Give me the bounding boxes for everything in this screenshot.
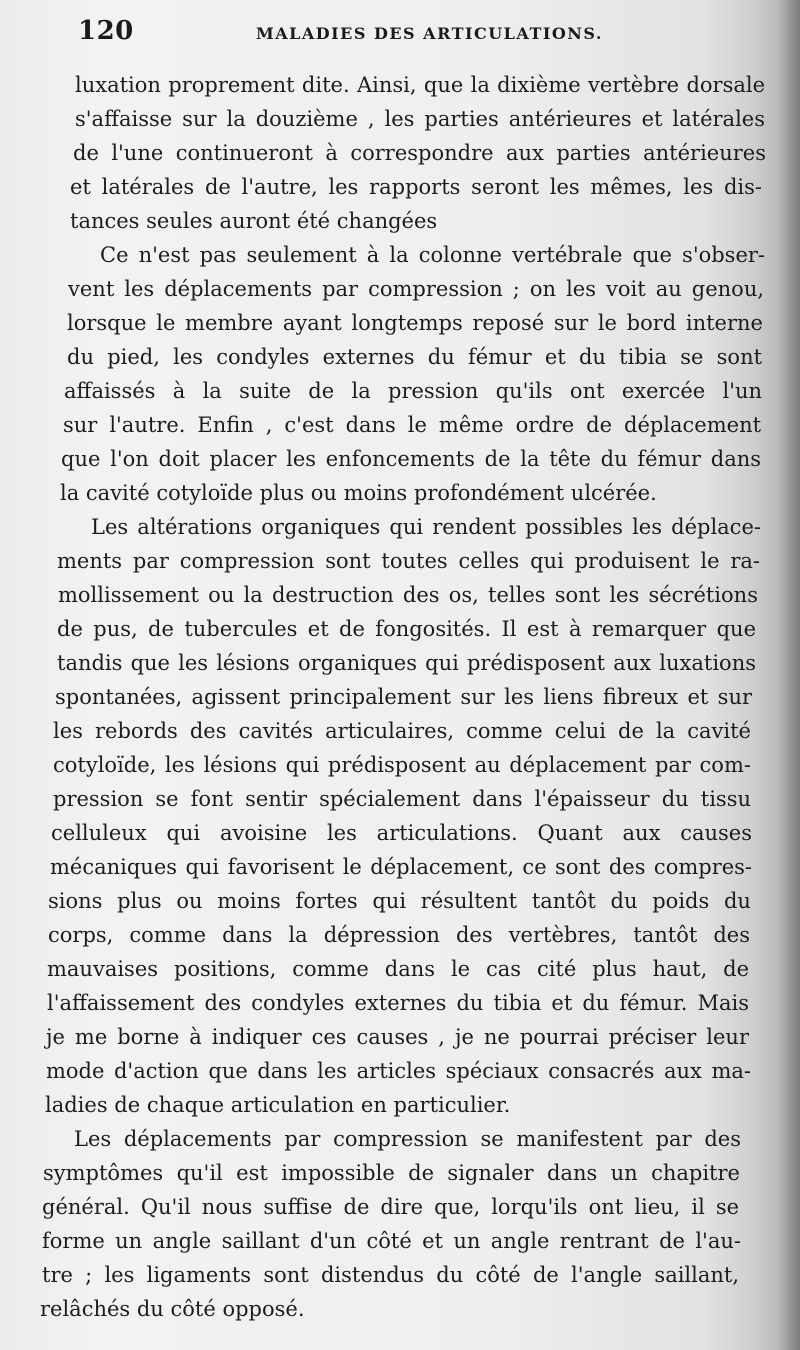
page-number: 120 bbox=[78, 16, 134, 46]
text-line: de l'une continueront à correspondre aux parties antérieures bbox=[73, 141, 766, 165]
text-line: tre ; les ligaments sont distendus du côté de l'angle saillant, bbox=[42, 1263, 740, 1287]
text-line: mode d'action que dans les articles spéciaux consacrés aux ma- bbox=[46, 1059, 751, 1083]
text-line: Les déplacements par compression se manifestent par des bbox=[74, 1127, 741, 1151]
text-line: lorsque le membre ayant longtemps reposé sur le bord interne bbox=[67, 311, 763, 335]
text-line: sions plus ou moins fortes qui résultent tantôt du poids du bbox=[48, 889, 751, 913]
text-line: l'affaissement des condyles externes du tibia et du fémur. Mais bbox=[47, 991, 750, 1015]
text-line: ments par compression sont toutes celles qui produisent le ra- bbox=[57, 549, 761, 573]
text-line: s'affaisse sur la douzième , les parties antérieures et latérales bbox=[75, 107, 765, 131]
text-line: relâchés du côté opposé. bbox=[40, 1297, 305, 1321]
text-line: celluleux qui avoisine les articulations. Quant aux causes bbox=[51, 821, 753, 845]
text-line: la cavité cotyloïde plus ou moins profondément ulcérée. bbox=[60, 481, 657, 505]
text-line: corps, comme dans la dépression des vertèbres, tantôt des bbox=[48, 923, 751, 947]
text-line: spontanées, agissent principalement sur les liens fibreux et sur bbox=[55, 685, 753, 709]
text-line: du pied, les condyles externes du fémur et du tibia se sont bbox=[67, 345, 763, 369]
text-line: et latérales de l'autre, les rapports seront les mêmes, les dis- bbox=[70, 175, 763, 199]
text-line: les rebords des cavités articulaires, comme celui de la cavité bbox=[53, 719, 751, 743]
text-line: mécaniques qui favorisent le déplacement, ce sont des compres- bbox=[50, 855, 753, 879]
text-line: vent les déplacements par compression ; on les voit au genou, bbox=[68, 277, 765, 301]
text-line: sur l'autre. Enfin , c'est dans le même ordre de déplacement bbox=[63, 413, 762, 437]
text-line: mollissement ou la destruction des os, telles sont les sécrétions bbox=[58, 583, 758, 607]
text-line: tandis que les lésions organiques qui prédisposent aux luxations bbox=[57, 651, 756, 675]
text-line: ladies de chaque articulation en particulier. bbox=[45, 1093, 511, 1117]
text-line: symptômes qu'il est impossible de signaler dans un chapitre bbox=[43, 1161, 740, 1185]
text-line: Les altérations organiques qui rendent possibles les déplace- bbox=[91, 515, 761, 539]
text-line: de pus, de tubercules et de fongosités. Il est à remarquer que bbox=[57, 617, 756, 641]
text-line: forme un angle saillant d'un côté et un angle rentrant de l'au- bbox=[42, 1229, 741, 1253]
text-line: pression se font sentir spécialement dans l'épaisseur du tissu bbox=[53, 787, 751, 811]
text-line: affaissés à la suite de la pression qu'ils ont exercée l'un bbox=[64, 379, 763, 403]
text-line: cotyloïde, les lésions qui prédisposent au déplacement par com- bbox=[53, 753, 751, 777]
running-head: MALADIES DES ARTICULATIONS. bbox=[256, 24, 603, 43]
text-line: général. Qu'il nous suffise de dire que, lorqu'ils ont lieu, il se bbox=[42, 1195, 740, 1219]
text-line: luxation proprement dite. Ainsi, que la dixième vertèbre dorsale bbox=[75, 73, 766, 97]
text-line: mauvaises positions, comme dans le cas cité plus haut, de bbox=[47, 957, 750, 981]
text-line: Ce n'est pas seulement à la colonne vertébrale que s'obser- bbox=[100, 243, 766, 267]
text-line: tances seules auront été changées bbox=[70, 209, 438, 233]
text-line: que l'on doit placer les enfoncements de la tête du fémur dans bbox=[61, 447, 762, 471]
text-line: je me borne à indiquer ces causes , je ne pourrai préciser leur bbox=[46, 1025, 749, 1049]
